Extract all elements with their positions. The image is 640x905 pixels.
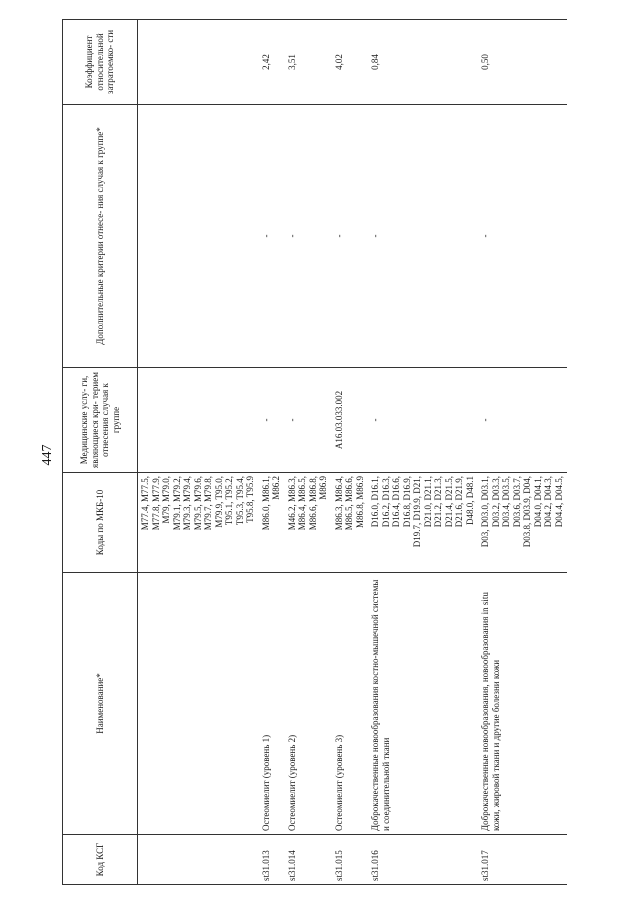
mkb-code-line: M46.2, M86.3, [286,476,297,531]
page-number: 447 [40,444,55,466]
cell-mkb [368,473,478,573]
mkb-code-line: D03, D03.0, D03.1, [480,476,490,548]
mkb-code-line: D04.2, D04.3, [543,476,553,528]
cell-mkb [285,473,332,573]
header-coef: Коэффициент относительной затратоемко- сти [63,20,138,105]
cell-name [138,573,259,835]
cell-extra: - [478,105,567,368]
cell-code: st31.017 [478,835,567,885]
cell-services: - [259,368,285,473]
cell-services: - [478,368,567,473]
mkb-code-line: T95.8, T95.9 [245,476,255,523]
cell-coef: 0,50 [478,20,567,105]
table-row [478,20,567,885]
mkb-code-line: M79.9, T95.0, [213,476,224,528]
mkb-code-line: M86.9 [318,476,328,500]
header-extra: Дополнительные критерии отнесе- ния случая к группе* [63,105,138,368]
mkb-code-line: D19.7, D19.9, D21, [412,476,422,548]
mkb-code-line: D16.0, D16.1, [370,476,380,528]
cell-extra: - [332,105,369,368]
cell-mkb [478,473,567,573]
mkb-code-line: D16.2, D16.3, [380,476,391,528]
mkb-code-line: D16.4, D16.6, [391,476,401,528]
mkb-code-line: M79.3, M79.4, [182,476,192,531]
table-header-row [63,20,138,885]
cell-name: Доброкачественные новообразования, новообразования in situ кожи, жировой ткани и другие болезни кожи [478,573,567,835]
rotated-page [40,20,622,885]
mkb-code-line: D21.2, D21.3, [433,476,443,528]
mkb-code-line: M86.3, M86.4, [333,476,344,531]
mkb-code-line: M86.4, M86.5, [297,476,307,531]
mkb-code-line: D04.4, D04.5, [553,476,564,528]
header-mkb: Коды по МКБ-10 [63,473,138,573]
cell-services [138,368,259,473]
header-code: Код КСГ [63,835,138,885]
mkb-code-line: D03.6, D03.7, [511,476,522,528]
mkb-code-line: D03.4, D03.5, [501,476,511,528]
cell-code: st31.013 [259,835,285,885]
mkb-code-line: T95.3, T95.4, [234,476,245,526]
mkb-code-line: M79, M79.0, [161,476,171,524]
cell-name: Остеомиелит (уровень 2) [285,573,332,835]
mkb-code-line: M86.6, M86.8, [307,476,318,531]
cell-extra [138,105,259,368]
cell-extra: - [285,105,332,368]
cell-code [138,835,259,885]
cell-coef: 2,42 [259,20,285,105]
mkb-code-line: D21.4, D21.5, [443,476,454,528]
cell-coef: 4,02 [332,20,369,105]
mkb-code-line: T95.1, T95.2, [224,476,234,526]
cell-mkb [138,473,259,573]
cell-code: st31.014 [285,835,332,885]
cell-mkb [332,473,369,573]
mkb-code-line: D21.0, D21.1, [422,476,433,528]
mkb-code-line: D21.6, D21.9, [454,476,464,528]
cell-mkb [259,473,285,573]
mkb-code-line: M79.5, M79.6, [192,476,203,531]
cell-coef: 0,84 [368,20,478,105]
cell-services: - [368,368,478,473]
cell-extra: - [259,105,285,368]
mkb-code-line: D03.8, D03.9, D04, [522,476,532,548]
cell-services: - [285,368,332,473]
cell-code: st31.016 [368,835,478,885]
mkb-code-line: M77.4, M77.5, [140,476,150,531]
mkb-code-line: M86.8, M86.9 [354,476,365,529]
ksg-table [62,19,567,885]
cell-services: A16.03.033.002 [332,368,369,473]
cell-name: Остеомиелит (уровень 1) [259,573,285,835]
cell-name: Остеомиелит (уровень 3) [332,573,369,835]
table-row [138,20,259,885]
cell-name: Доброкачественные новообразования костно-мышечной системы и соединительной ткани [368,573,478,835]
mkb-code-line: M79.7, M79.8, [203,476,213,531]
cell-coef: 3,51 [285,20,332,105]
mkb-code-line: M77.8, M77.9, [150,476,161,531]
mkb-code-line: M86.2 [271,476,281,500]
header-name: Наименование* [63,573,138,835]
mkb-code-line: M86.5, M86.6, [344,476,354,531]
mkb-code-line: D16.8, D16.9, [401,476,412,528]
mkb-code-line: D48.0, D48.1 [464,476,475,525]
table-row [368,20,478,885]
mkb-code-line: M79.1, M79.2, [171,476,182,531]
cell-extra: - [368,105,478,368]
mkb-code-line: D04.0, D04.1, [532,476,543,528]
table-row [285,20,332,885]
mkb-code-line: D03.2, D03.3, [490,476,501,528]
header-services: Медицинские услу- ги, являющиеся кри- терием отнесения случая к группе [63,368,138,473]
table-row [259,20,285,885]
cell-code: st31.015 [332,835,369,885]
table-row [332,20,369,885]
mkb-code-line: M86.0, M86.1, [260,476,271,531]
cell-coef [138,20,259,105]
